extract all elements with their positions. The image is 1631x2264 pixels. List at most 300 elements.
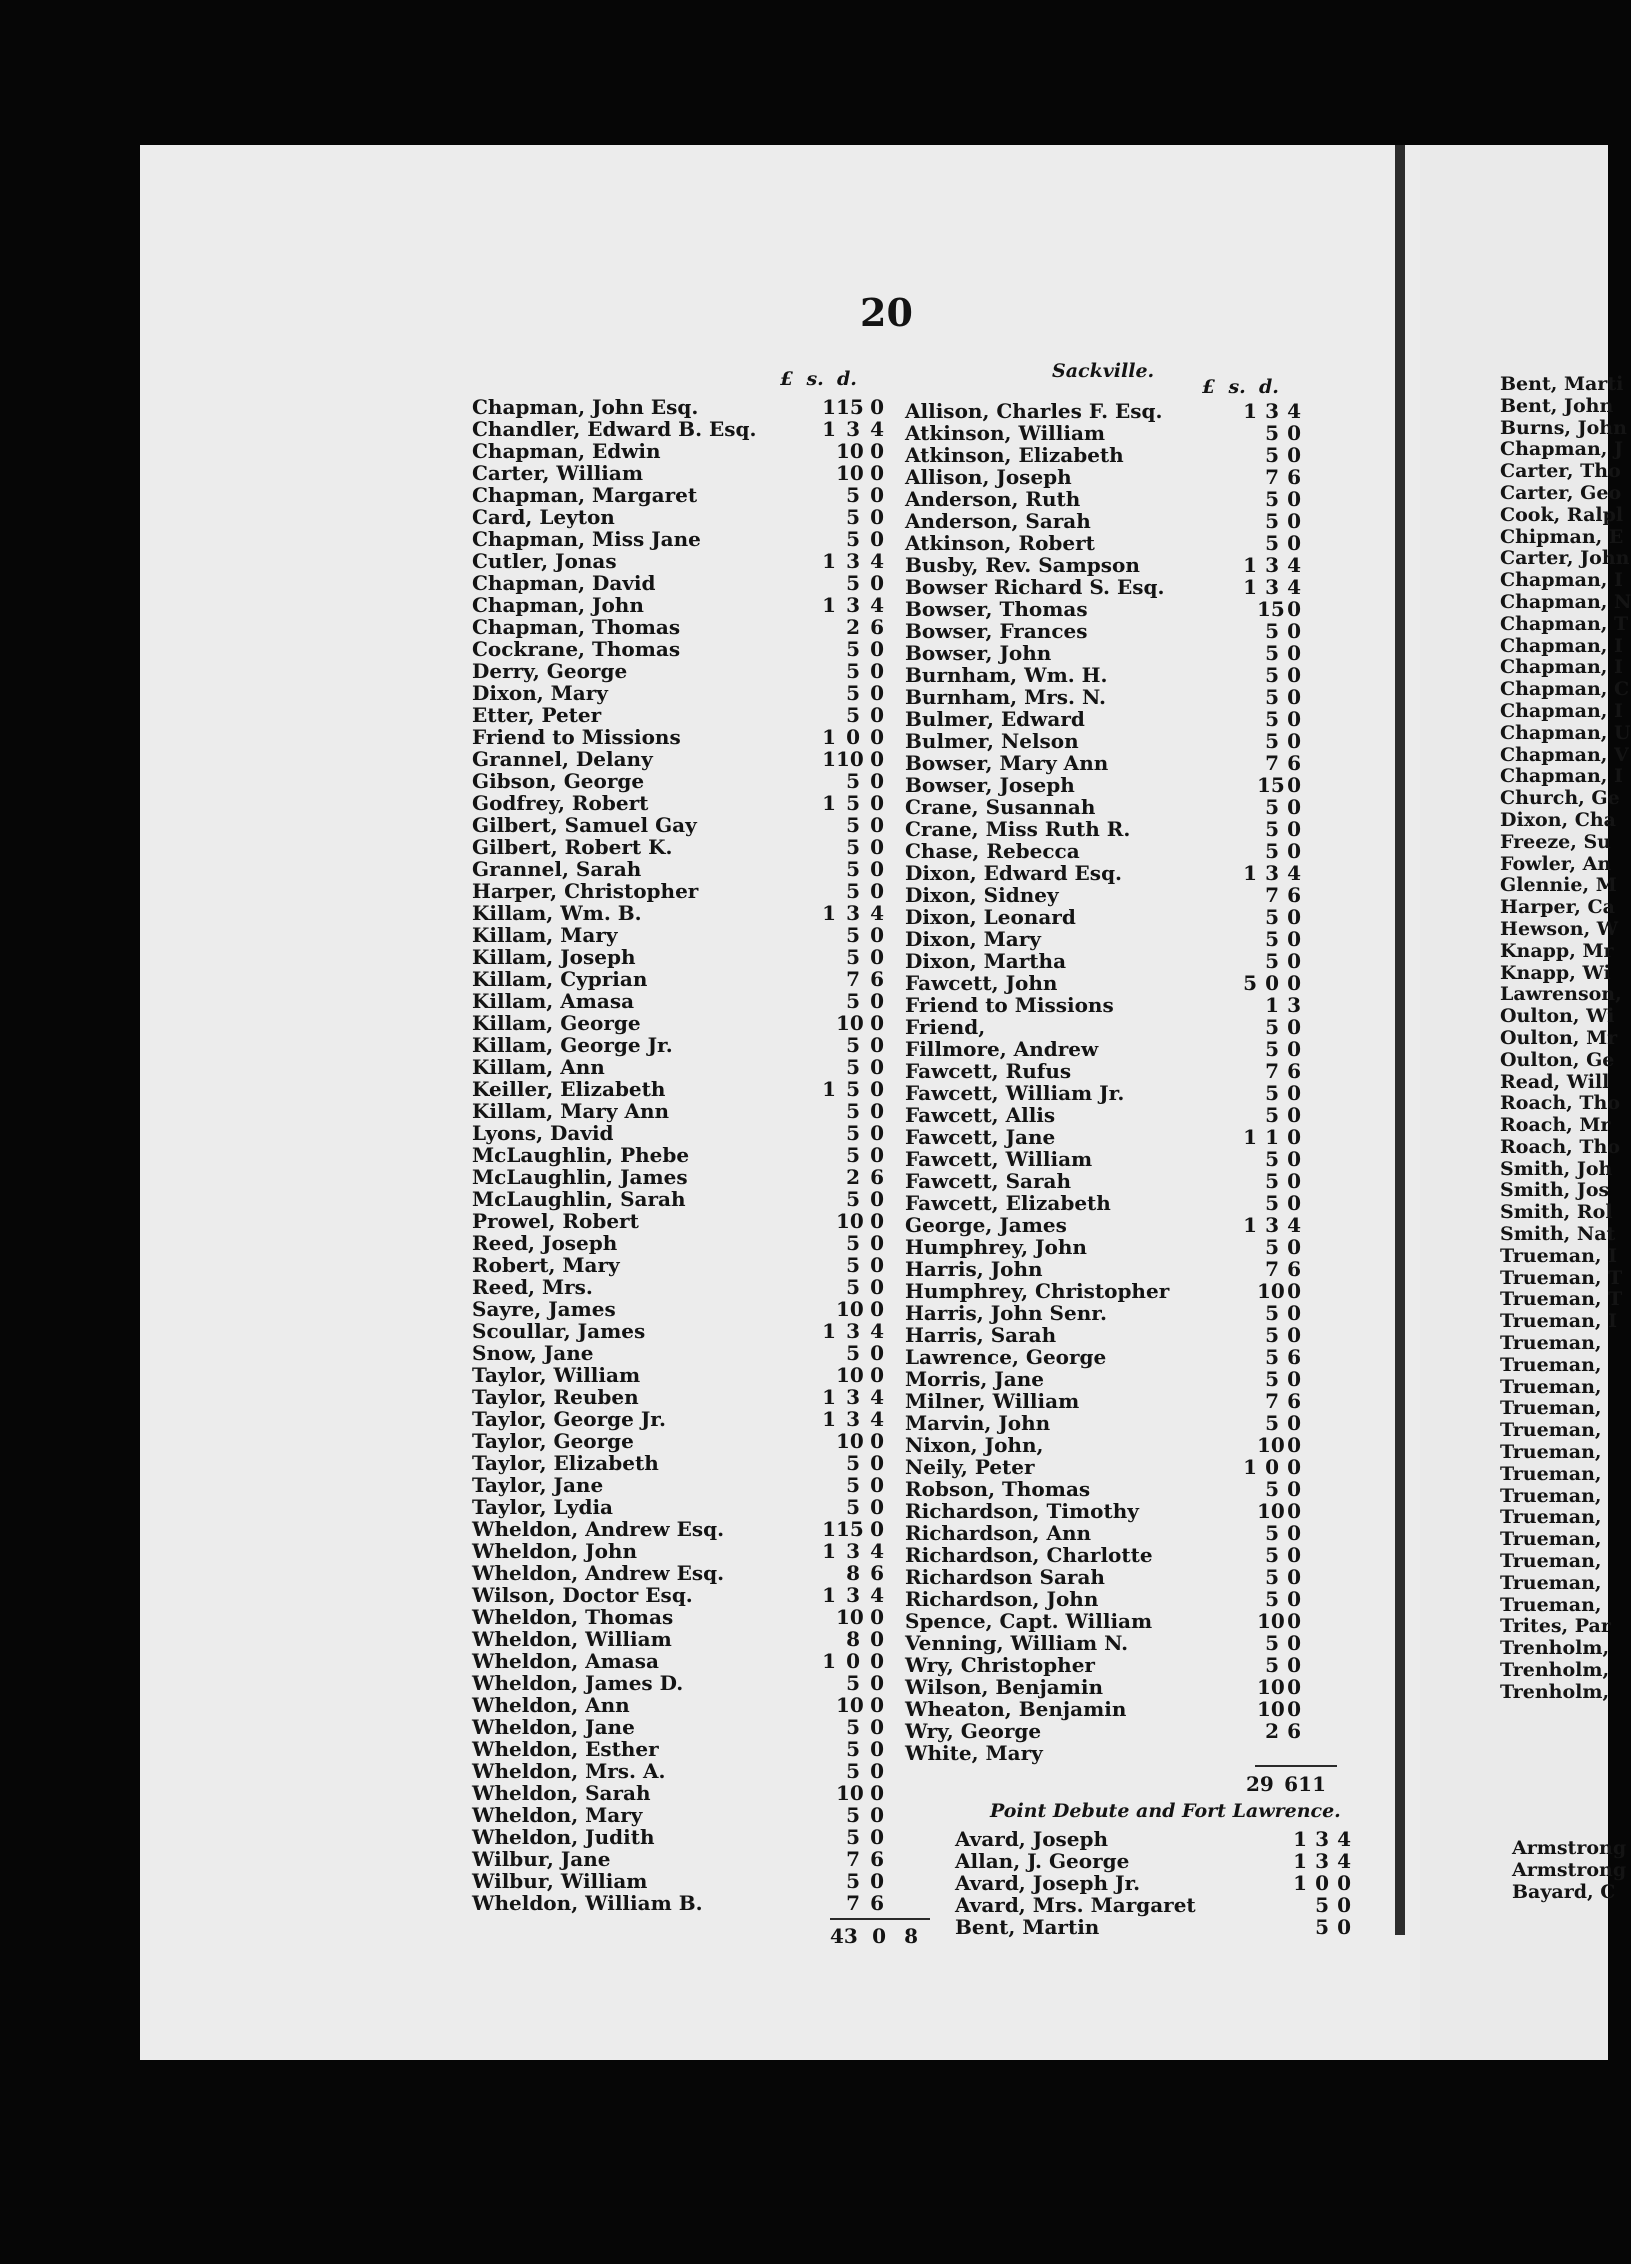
amount-pounds: 1 <box>822 747 836 771</box>
sackville-row <box>905 1390 1301 1412</box>
adjacent-name: Knapp, Wi <box>1500 961 1611 984</box>
left-list-row <box>472 858 884 880</box>
amount-pounds <box>1235 1104 1257 1126</box>
amount-pounds: 1 <box>1243 1455 1257 1479</box>
subscriber-name: Wheldon, Amasa <box>472 1649 659 1673</box>
adjacent-name: Trueman, <box>1500 1528 1602 1551</box>
amount-shillings: 10 <box>836 1297 864 1321</box>
amount-shillings: 5 <box>1265 1235 1279 1259</box>
subscriber-name: Fawcett, Jane <box>905 1125 1056 1149</box>
subscriber-name: McLaughlin, Sarah <box>472 1187 686 1211</box>
subscriber-name: Bowser, Thomas <box>905 597 1088 621</box>
point-debute-row <box>955 1850 1351 1872</box>
amount-pence: 0 <box>1287 663 1301 687</box>
amount-shillings: 3 <box>1265 1213 1279 1237</box>
left-list-row <box>472 1892 884 1914</box>
subscriber-name: Robson, Thomas <box>905 1477 1091 1501</box>
sackville-row <box>905 1016 1301 1038</box>
subscriber-name: Chase, Rebecca <box>905 839 1080 863</box>
left-list-row <box>472 1166 884 1188</box>
subscriber-name: Killam, Ann <box>472 1055 605 1079</box>
amount-pounds: 1 <box>1243 861 1257 885</box>
amount-pounds <box>1235 1698 1257 1720</box>
subscriber-name: Morris, Jane <box>905 1367 1045 1391</box>
currency-header-right <box>1202 376 1279 398</box>
adjacent-name: Oulton, Ge <box>1500 1048 1615 1071</box>
amount-shillings: 2 <box>846 1165 860 1189</box>
amount-pence: 0 <box>1287 1609 1301 1633</box>
amount-shillings: 10 <box>836 439 864 463</box>
amount-pence: 0 <box>870 1627 884 1651</box>
adjacent-name: Roach, Tho <box>1500 1092 1621 1115</box>
amount-pounds: 1 <box>822 1583 836 1607</box>
amount-pence: 0 <box>870 1737 884 1761</box>
left-list-row <box>472 462 884 484</box>
subscriber-name: Wheldon, Esther <box>472 1737 659 1761</box>
amount-shillings: 5 <box>1265 1081 1279 1105</box>
amount-shillings: 5 <box>846 1671 860 1695</box>
amount-pounds <box>812 946 836 968</box>
adjacent-name: Carter, Tho <box>1500 460 1621 483</box>
sackville-row <box>905 444 1301 466</box>
adjacent-name: Smith, Joh <box>1500 1157 1613 1180</box>
amount-shillings: 10 <box>836 1011 864 1035</box>
amount-pence: 0 <box>1287 531 1301 555</box>
amount-pence: 3 <box>1287 993 1301 1017</box>
amount-pence: 0 <box>1287 597 1301 621</box>
amount-pounds <box>812 1738 836 1760</box>
amount-pounds <box>1235 796 1257 818</box>
left-list-row <box>472 1364 884 1386</box>
amount-pence: 6 <box>870 1891 884 1915</box>
subscriber-name: Wheldon, Sarah <box>472 1781 651 1805</box>
sackville-row <box>905 1346 1301 1368</box>
subscriber-name: Humphrey, John <box>905 1235 1087 1259</box>
amount-shillings: 5 <box>846 813 860 837</box>
amount-pounds <box>812 1562 836 1584</box>
sackville-row <box>905 928 1301 950</box>
sackville-row <box>905 862 1301 884</box>
subscriber-name: Chapman, David <box>472 571 656 595</box>
amount-pounds <box>812 880 836 902</box>
amount-pounds <box>1235 664 1257 686</box>
amount-shillings: 10 <box>836 747 864 771</box>
adjacent-page-list-lower <box>1512 1837 1627 1903</box>
sackville-row <box>905 708 1301 730</box>
amount-pence: 0 <box>870 1297 884 1321</box>
amount-shillings: 5 <box>1265 1543 1279 1567</box>
subscriber-name: Sayre, James <box>472 1297 616 1321</box>
amount-pounds <box>812 1628 836 1650</box>
adjacent-name: Trites, Par <box>1500 1615 1611 1638</box>
left-list-row <box>472 1804 884 1826</box>
left-list-row <box>472 1320 884 1342</box>
subscriber-name: Harris, John Senr. <box>905 1301 1107 1325</box>
subscriber-name: Grannel, Delany <box>472 747 653 771</box>
amount-pence: 0 <box>1287 1103 1301 1127</box>
amount-pence: 0 <box>1287 971 1301 995</box>
left-list-row <box>472 946 884 968</box>
amount-shillings: 5 <box>846 681 860 705</box>
amount-pounds <box>1235 730 1257 752</box>
sackville-row <box>905 1258 1301 1280</box>
sackville-row <box>905 884 1301 906</box>
amount-pounds <box>1235 1016 1257 1038</box>
left-list-row <box>472 440 884 462</box>
amount-pounds <box>1235 1522 1257 1544</box>
sackville-row <box>905 488 1301 510</box>
left-list-row <box>472 1672 884 1694</box>
left-list-row <box>472 1826 884 1848</box>
amount-pounds <box>1235 1478 1257 1500</box>
amount-pence: 4 <box>1337 1849 1351 1873</box>
sackville-row <box>905 818 1301 840</box>
sackville-list <box>905 400 1301 1764</box>
adjacent-name: Lawrenson, <box>1500 983 1622 1006</box>
subscriber-name: Wheldon, William <box>472 1627 672 1651</box>
sackville-row <box>905 796 1301 818</box>
left-list-row <box>472 770 884 792</box>
subscriber-name: Card, Leyton <box>472 505 615 529</box>
subscriber-name: Taylor, George Jr. <box>472 1407 666 1431</box>
amount-pence: 0 <box>1287 1521 1301 1545</box>
subscriber-name: Killam, Amasa <box>472 989 635 1013</box>
amount-pence: 6 <box>1287 1059 1301 1083</box>
left-list-row <box>472 1452 884 1474</box>
subscriber-name: Fillmore, Andrew <box>905 1037 1099 1061</box>
subscriber-name: Wheldon, Thomas <box>472 1605 674 1629</box>
amount-shillings: 2 <box>1265 1719 1279 1743</box>
left-list-row <box>472 814 884 836</box>
amount-pounds <box>812 1342 836 1364</box>
sackville-total-pence: 11 <box>1298 1772 1326 1796</box>
subscriber-name: Chandler, Edward B. Esq. <box>472 417 757 441</box>
subscriber-name: McLaughlin, James <box>472 1165 688 1189</box>
amount-pence: 0 <box>1287 509 1301 533</box>
left-total <box>830 1924 918 1948</box>
amount-pence: 0 <box>1287 1037 1301 1061</box>
amount-shillings: 3 <box>846 901 860 925</box>
amount-pence: 0 <box>1287 1697 1301 1721</box>
subscriber-name: Richardson, John <box>905 1587 1099 1611</box>
amount-pounds <box>812 1232 836 1254</box>
amount-pounds: 1 <box>1243 575 1257 599</box>
amount-pounds <box>1285 1916 1307 1938</box>
amount-shillings: 3 <box>846 593 860 617</box>
amount-pence: 4 <box>870 1407 884 1431</box>
subscriber-name: Dixon, Mary <box>472 681 608 705</box>
adjacent-name: Chipman, E <box>1500 525 1624 548</box>
amount-shillings: 0 <box>846 1649 860 1673</box>
subscriber-name: Chapman, Miss Jane <box>472 527 701 551</box>
left-list-row <box>472 1056 884 1078</box>
amount-pence: 0 <box>870 439 884 463</box>
amount-shillings: 1 <box>1265 993 1279 1017</box>
adjacent-name: Bent, John <box>1500 394 1614 417</box>
amount-shillings: 7 <box>1265 1059 1279 1083</box>
left-list-row <box>472 1012 884 1034</box>
left-list-row <box>472 572 884 594</box>
subscriber-name: Lyons, David <box>472 1121 614 1145</box>
subscriber-name: Dixon, Martha <box>905 949 1067 973</box>
left-list-row <box>472 1276 884 1298</box>
subscriber-name: Chapman, Margaret <box>472 483 698 507</box>
amount-pence: 0 <box>870 1275 884 1299</box>
amount-pounds <box>1235 642 1257 664</box>
subscriber-name: Wheldon, William B. <box>472 1891 703 1915</box>
subscriber-name: Fawcett, Allis <box>905 1103 1056 1127</box>
amount-shillings: 10 <box>836 1693 864 1717</box>
amount-shillings: 5 <box>1265 839 1279 863</box>
subscriber-name: Bowser, Joseph <box>905 773 1075 797</box>
sackville-row <box>905 400 1301 422</box>
adjacent-name: Chapman, J <box>1500 438 1623 461</box>
subscriber-name: Killam, Cyprian <box>472 967 648 991</box>
amount-pence: 0 <box>1287 817 1301 841</box>
sackville-total-pounds: 29 <box>1246 1772 1274 1796</box>
subscriber-name: Wheldon, James D. <box>472 1671 684 1695</box>
amount-shillings: 5 <box>846 505 860 529</box>
subscriber-name: Friend to Missions <box>905 993 1114 1017</box>
amount-pounds: 1 <box>1243 1125 1257 1149</box>
amount-pence: 0 <box>1287 1301 1301 1325</box>
subscriber-name: Killam, George Jr. <box>472 1033 673 1057</box>
amount-shillings: 5 <box>846 1033 860 1057</box>
left-list-row <box>472 1848 884 1870</box>
left-list-row <box>472 792 884 814</box>
left-list-row <box>472 1232 884 1254</box>
amount-pence: 4 <box>1337 1827 1351 1851</box>
subscriber-name: Wilbur, William <box>472 1869 648 1893</box>
amount-shillings: 5 <box>846 1253 860 1277</box>
subscriber-name: Wilson, Doctor Esq. <box>472 1583 693 1607</box>
amount-pounds <box>1235 1544 1257 1566</box>
amount-pounds <box>812 1848 836 1870</box>
amount-pounds <box>812 1166 836 1188</box>
left-list-row <box>472 748 884 770</box>
subscriber-name: Harris, John <box>905 1257 1043 1281</box>
subscriber-name: Killam, George <box>472 1011 641 1035</box>
amount-shillings: 5 <box>846 769 860 793</box>
left-list-row <box>472 638 884 660</box>
amount-shillings: 10 <box>1257 1499 1285 1523</box>
amount-shillings: 5 <box>1265 1653 1279 1677</box>
adjacent-name: Chapman, I <box>1500 699 1623 722</box>
amount-pence: 0 <box>1287 619 1301 643</box>
amount-shillings: 5 <box>1265 487 1279 511</box>
adjacent-name: Trueman, T <box>1500 1266 1623 1289</box>
amount-pounds: 1 <box>822 791 836 815</box>
subscriber-name: Wheldon, Judith <box>472 1825 655 1849</box>
subscriber-name: Chapman, Edwin <box>472 439 661 463</box>
sackville-row <box>905 1698 1301 1720</box>
point-debute-heading: Point Debute and Fort Lawrence. <box>990 1800 1341 1822</box>
adjacent-name: Oulton, Wi <box>1500 1005 1615 1028</box>
left-list-row <box>472 1496 884 1518</box>
amount-pounds <box>812 616 836 638</box>
amount-shillings: 5 <box>846 1451 860 1475</box>
amount-pounds <box>1235 1280 1257 1302</box>
amount-pence: 0 <box>870 989 884 1013</box>
subscriber-name: Bowser, Mary Ann <box>905 751 1109 775</box>
amount-pence: 4 <box>1287 1213 1301 1237</box>
amount-pounds <box>1235 818 1257 840</box>
amount-shillings: 3 <box>846 1385 860 1409</box>
amount-pounds <box>1235 532 1257 554</box>
amount-pounds <box>1235 1742 1257 1764</box>
amount-pounds <box>1235 1566 1257 1588</box>
amount-pounds <box>812 1826 836 1848</box>
amount-shillings: 5 <box>846 945 860 969</box>
amount-pence: 6 <box>1287 1257 1301 1281</box>
amount-pence: 0 <box>1287 487 1301 511</box>
amount-shillings: 5 <box>846 1231 860 1255</box>
amount-pence: 0 <box>870 1495 884 1519</box>
amount-pence: 0 <box>870 1473 884 1497</box>
subscriber-name: Reed, Mrs. <box>472 1275 593 1299</box>
amount-pounds <box>1235 928 1257 950</box>
pounds-label: £ <box>1202 376 1216 398</box>
sackville-row <box>905 1368 1301 1390</box>
subscriber-name: Wheldon, Mary <box>472 1803 643 1827</box>
adjacent-name: Carter, John <box>1500 547 1630 570</box>
sackville-row <box>905 1302 1301 1324</box>
subscriber-name: Lawrence, George <box>905 1345 1107 1369</box>
adjacent-name: Trenholm, <box>1500 1637 1610 1660</box>
subscriber-name: Derry, George <box>472 659 628 683</box>
left-list-row <box>472 1562 884 1584</box>
amount-pence: 4 <box>870 593 884 617</box>
amount-shillings: 2 <box>846 615 860 639</box>
subscriber-name: Bowser, John <box>905 641 1052 665</box>
amount-pence: 0 <box>1287 1323 1301 1347</box>
amount-shillings: 5 <box>1265 1587 1279 1611</box>
subscriber-name: Dixon, Edward Esq. <box>905 861 1123 885</box>
amount-shillings: 7 <box>846 1847 860 1871</box>
subscriber-name: Wilson, Benjamin <box>905 1675 1104 1699</box>
amount-pence: 6 <box>1287 883 1301 907</box>
amount-pounds <box>812 1056 836 1078</box>
amount-pence: 0 <box>1287 421 1301 445</box>
amount-pounds <box>1235 1610 1257 1632</box>
amount-pounds <box>812 1276 836 1298</box>
amount-pounds <box>1235 1236 1257 1258</box>
amount-pence: 0 <box>1287 1081 1301 1105</box>
amount-pounds <box>1235 774 1257 796</box>
adjacent-name: Cook, Ralpl <box>1500 503 1624 526</box>
amount-shillings: 5 <box>1315 1915 1329 1939</box>
amount-pounds <box>812 1694 836 1716</box>
amount-pence: 0 <box>1287 685 1301 709</box>
amount-pence: 6 <box>1287 1389 1301 1413</box>
left-list-row <box>472 924 884 946</box>
subscriber-name: Bowser, Frances <box>905 619 1088 643</box>
amount-shillings: 5 <box>846 1077 860 1101</box>
left-list-row <box>472 1650 884 1672</box>
amount-pence: 0 <box>1287 1125 1301 1149</box>
amount-pounds <box>1235 1060 1257 1082</box>
subscriber-name: Avard, Joseph <box>955 1827 1109 1851</box>
amount-pounds <box>1235 1038 1257 1060</box>
subscriber-name: Etter, Peter <box>472 703 602 727</box>
subscriber-name: Friend to Missions <box>472 725 681 749</box>
subscriber-name: Crane, Susannah <box>905 795 1096 819</box>
subscriber-name: Wry, George <box>905 1719 1042 1743</box>
amount-pounds: 1 <box>822 1385 836 1409</box>
adjacent-name: Trenholm, <box>1500 1680 1610 1703</box>
sackville-row <box>905 1148 1301 1170</box>
shillings-label: s. <box>806 368 824 390</box>
adjacent-name: Bent, Marti <box>1500 373 1624 395</box>
amount-pounds <box>812 1716 836 1738</box>
left-list-row <box>472 1518 884 1540</box>
amount-pence: 4 <box>1287 553 1301 577</box>
amount-shillings: 3 <box>846 417 860 441</box>
left-list-row <box>472 550 884 572</box>
left-list-row <box>472 1540 884 1562</box>
amount-pounds <box>812 462 836 484</box>
amount-shillings: 5 <box>846 1143 860 1167</box>
amount-pence: 0 <box>870 725 884 749</box>
adjacent-name: Carter, Geo <box>1500 481 1622 504</box>
amount-pence: 0 <box>870 483 884 507</box>
subscriber-name: Taylor, Reuben <box>472 1385 639 1409</box>
amount-pence: 0 <box>870 1077 884 1101</box>
point-debute-list <box>955 1828 1351 1938</box>
amount-pence: 0 <box>870 791 884 815</box>
adjacent-name: Dixon, Cha <box>1500 808 1616 831</box>
sackville-total-rule <box>1255 1765 1337 1767</box>
left-total-shillings: 0 <box>872 1924 886 1948</box>
amount-shillings: 5 <box>1265 1521 1279 1545</box>
subscriber-name: Avard, Joseph Jr. <box>955 1871 1141 1895</box>
amount-pounds <box>812 1210 836 1232</box>
amount-pence: 0 <box>870 1693 884 1717</box>
amount-shillings: 5 <box>1265 1301 1279 1325</box>
left-list-row <box>472 1760 884 1782</box>
amount-pence: 0 <box>870 1011 884 1035</box>
amount-shillings: 5 <box>846 1869 860 1893</box>
point-debute-row <box>955 1872 1351 1894</box>
subscriber-name: Wheldon, Andrew Esq. <box>472 1561 725 1585</box>
adjacent-name: Trueman, <box>1500 1571 1602 1594</box>
amount-shillings: 5 <box>846 879 860 903</box>
amount-pence: 4 <box>1287 861 1301 885</box>
amount-pence: 0 <box>1287 729 1301 753</box>
subscriber-name: Reed, Joseph <box>472 1231 618 1255</box>
sackville-row <box>905 1632 1301 1654</box>
amount-shillings: 0 <box>1315 1871 1329 1895</box>
subscriber-name: Crane, Miss Ruth R. <box>905 817 1131 841</box>
amount-pence: 0 <box>1287 795 1301 819</box>
amount-shillings: 10 <box>836 1363 864 1387</box>
amount-shillings: 5 <box>846 637 860 661</box>
amount-pounds <box>812 1100 836 1122</box>
subscriber-name: Dixon, Mary <box>905 927 1041 951</box>
amount-shillings: 5 <box>846 1495 860 1519</box>
sackville-row <box>905 1082 1301 1104</box>
subscriber-name: McLaughlin, Phebe <box>472 1143 690 1167</box>
amount-shillings: 10 <box>836 461 864 485</box>
sackville-total <box>1246 1772 1326 1796</box>
subscriber-name: Fawcett, Rufus <box>905 1059 1072 1083</box>
subscriber-name: Wheldon, Mrs. A. <box>472 1759 666 1783</box>
amount-shillings: 5 <box>1265 1015 1279 1039</box>
sackville-row <box>905 1104 1301 1126</box>
left-list-row <box>472 1584 884 1606</box>
amount-pounds <box>1235 1170 1257 1192</box>
adjacent-name: Trueman, I <box>1500 1310 1618 1333</box>
